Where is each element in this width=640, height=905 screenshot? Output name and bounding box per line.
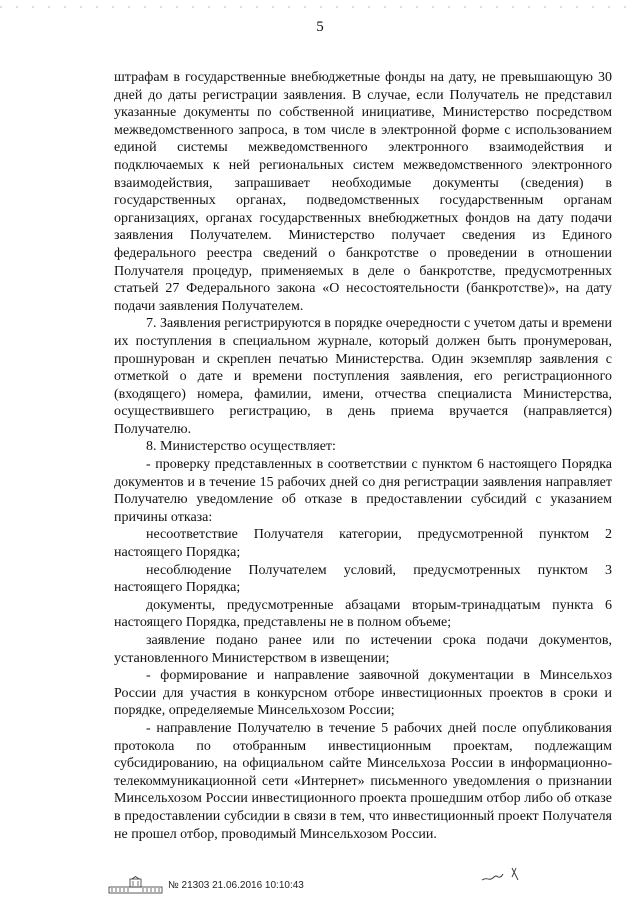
paragraph-item-7: 7. Заявления регистрируются в порядке очередности с учетом даты и времени их поступления в специальном журнале, который должен быть пронумерован, прошнурован и скреплен печатью Министерства. Один экземпляр заявления с отметкой о дате и времени поступления заявления, его регистрационного (входящего) номера, фамилии, имени, отчества специалиста Министерства, осуществившего регистрацию, в день приема вручается (направляется) Получателю.: [114, 316, 612, 437]
list-item-check: - проверку представленных в соответствии с пунктом 6 настоящего Порядка документов и в течение 15 рабочих дней со дня регистрации заявления направляет Получателю уведомление об отказе в предоставлении субсидий с указанием причины отказа:: [114, 457, 612, 525]
refusal-reason-1: несоответствие Получателя категории, предусмотренной пунктом 2 настоящего Порядка;: [114, 527, 612, 561]
document-body: [114, 69, 612, 843]
registry-stamp-icon: [108, 876, 163, 894]
paragraph-continuation: штрафам в государственные внебюджетные фонды на дату, не превышающую 30 дней до даты регистрации заявления. В случае, если Получатель не представил указанные документы по собственной инициативе, Министерство посредством межведомственного запроса, в том числе в электронной форме с использованием единой системы межведомственного электронного взаимодействия и подключаемых к ней региональных систем межведомственного электронного взаимодействия, запрашивает необходимые документы (сведения) в государственных органах, подведомственных государственным органам организациях, органах государственных внебюджетных фондов на дату подачи заявления Получателем. Министерство получает сведения из Единого федерального реестра сведений о банкротстве о проведении в отношении Получателя процедур, применяемых в деле о банкротстве, предусмотренных статьей 27 Федерального закона «О несостоятельности (банкротстве)», на дату подачи заявления Получателем.: [114, 70, 612, 314]
document-registration-number: № 21303 21.06.2016 10:10:43: [168, 880, 304, 891]
page-number: 5: [316, 19, 324, 35]
refusal-reason-3: документы, предусмотренные абзацами вторым-тринадцатым пункта 6 настоящего Порядка, представлены не в полном объеме;: [114, 597, 612, 631]
document-footer: [108, 876, 528, 896]
refusal-reason-4: заявление подано ранее или по истечении срока подачи документов, установленного Министерством в извещении;: [114, 633, 612, 666]
list-item-forming: - формирование и направление заявочной документации в Минсельхоз России для участия в конкурсном отборе инвестиционных проектов в сроки и порядке, определяемые Минсельхозом России;: [114, 668, 612, 719]
signature-mark: [478, 858, 528, 888]
refusal-reason-2: несоблюдение Получателем условий, предусмотренных пунктом 3 настоящего Порядка;: [114, 562, 612, 596]
paragraph-item-8: 8. Министерство осуществляет:: [146, 439, 336, 455]
list-item-notification: - направление Получателю в течение 5 рабочих дней после опубликования протокола по отобранным инвестиционным проектам, подлежащим субсидированию, на официальном сайте Минсельхоза России в информационно-телекоммуникационной сети «Интернет» письменного уведомления о признании Минсельхозом России инвестиционного проекта прошедшим отбор либо об отказе в предоставлении субсидии в связи в тем, что инвестиционный проект Получателя не прошел отбор, проводимый Минсельхозом России.: [114, 720, 612, 842]
scan-edge-marks: [0, 6, 640, 8]
